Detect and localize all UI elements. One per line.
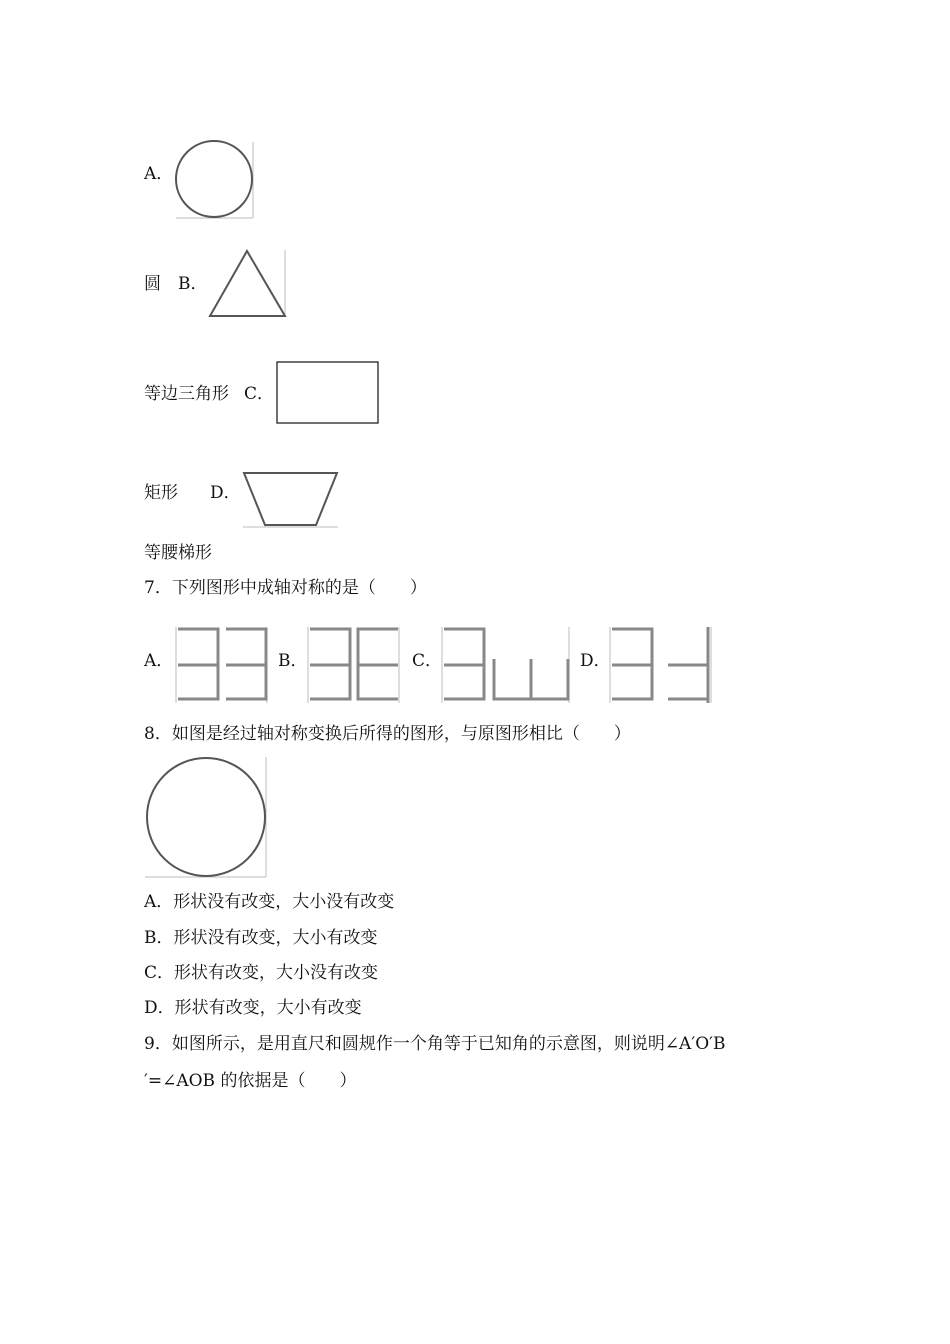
q8-choice-c: C．形状有改变，大小没有改变 — [144, 963, 379, 983]
q7-option-b-label: B． — [278, 651, 308, 671]
rectangle-figure — [275, 360, 381, 426]
q7-option-d-label: D． — [580, 651, 611, 671]
q9-stem-line2: ′=∠AOB 的依据是（ ） — [144, 1071, 357, 1091]
q6-option-c-caption: 矩形 — [144, 483, 178, 503]
q6-option-d-label: D． — [210, 483, 241, 503]
q7-option-b-figure — [306, 625, 402, 705]
q7-option-a-label: A． — [144, 651, 174, 671]
q7-option-d-figure — [608, 625, 714, 705]
q7-option-c-label: C． — [412, 651, 443, 671]
q6-option-b-label: B． — [178, 274, 208, 294]
q6-option-b-caption: 等边三角形 — [144, 384, 229, 404]
equilateral-triangle-figure — [208, 248, 288, 318]
q6-option-a-caption: 圆 — [144, 274, 161, 294]
q8-choice-a: A．形状没有改变，大小没有改变 — [144, 892, 395, 912]
q7-option-c-figure — [440, 625, 572, 705]
q8-stem: 8．如图是经过轴对称变换后所得的图形，与原图形相比（ ） — [144, 724, 631, 744]
circle-figure — [174, 140, 256, 220]
q8-choice-d: D．形状有改变，大小有改变 — [144, 998, 362, 1018]
q6-option-c-label: C． — [244, 384, 275, 404]
isosceles-trapezoid-figure — [241, 470, 341, 530]
q6-option-d-caption: 等腰梯形 — [144, 543, 212, 563]
q6-option-a-label: A． — [144, 164, 174, 184]
q8-choice-b: B．形状没有改变，大小有改变 — [144, 928, 378, 948]
q7-stem: 7．下列图形中成轴对称的是（ ） — [144, 578, 427, 598]
q8-circle-figure — [143, 755, 270, 880]
q9-stem-line1: 9．如图所示，是用直尺和圆规作一个角等于已知角的示意图，则说明∠A′O′B — [144, 1034, 726, 1054]
q7-option-a-figure — [174, 625, 270, 705]
